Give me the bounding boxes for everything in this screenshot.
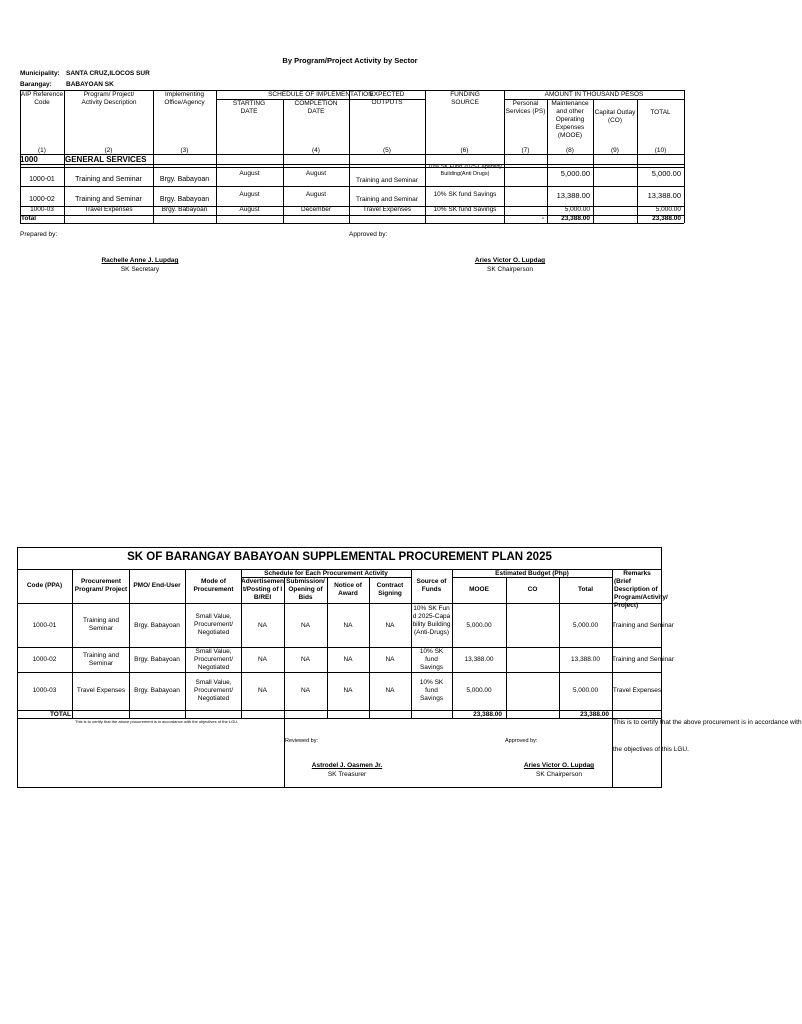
spp-certify-small: This is to certify that the above procurement is in accordance with the objectives of the LGU. xyxy=(75,719,239,724)
preparer-name: Rachelle Anne J. Lupdag xyxy=(101,257,179,264)
header-ps: Personal Services (PS) xyxy=(505,100,546,115)
aip-approved-by-label: Approved by: xyxy=(349,231,388,238)
aip-row-code: 1000-02 xyxy=(29,196,55,203)
spp-row-submission: NA xyxy=(300,622,311,629)
aip-row-total: 5,000.00 xyxy=(655,206,681,213)
aip-row-end: August xyxy=(305,191,327,198)
aip-row-total: 5,000.00 xyxy=(651,169,681,178)
col-number: (2) xyxy=(104,147,113,154)
spp-row-submission: NA xyxy=(300,656,311,663)
spp-row-remarks: Training and Seminar xyxy=(612,656,674,663)
spp-row-mode: Small Value, Procurement/ Negotiated xyxy=(193,679,234,702)
spp-header-mode: Mode of Procurement xyxy=(193,578,234,593)
header-co: Capital Outlay (CO) xyxy=(594,109,636,124)
barangay-label: Barangay: xyxy=(20,81,52,88)
spp-row-mooe: 5,000.00 xyxy=(466,687,492,694)
col-number: (8) xyxy=(566,147,574,154)
aip-approver-name: Aries Victor O. Lupdag xyxy=(474,257,546,264)
aip-row-mooe: 13,388.00 xyxy=(556,191,590,200)
spp-header-total: Total xyxy=(577,586,594,593)
spp-header-code: Code (PPA) xyxy=(26,582,63,589)
aip-total-mooe: 23,388.00 xyxy=(561,215,590,222)
spp-total-mooe: 23,388.00 xyxy=(473,711,502,718)
spp-row-contract: NA xyxy=(385,687,395,694)
spp-reviewed-by-label: Reviewed by: xyxy=(285,738,319,744)
spp-row-advert: NA xyxy=(257,622,268,629)
header-outputs: EXPECTED OUTPUTS xyxy=(369,91,405,106)
section-code: 1000 xyxy=(20,155,38,164)
spp-row-remarks: Travel Expenses xyxy=(612,687,662,694)
aip-row-funding: 10% SK Fund 2025-Capability Building(Anti Drugs) xyxy=(428,164,502,177)
aip-row-code: 1000-03 xyxy=(30,206,54,213)
aip-row-funding: 10% SK fund Savings xyxy=(433,191,497,198)
spp-row-remarks: Training and Seminar xyxy=(612,622,674,629)
col-number: (7) xyxy=(521,147,530,154)
aip-row-mooe: 5,000.00 xyxy=(564,206,590,213)
spp-row-contract: NA xyxy=(385,656,395,663)
spp-total-total: 23,388.00 xyxy=(580,711,609,718)
spp-row-advert: NA xyxy=(257,656,268,663)
spp-approver-title: SK Chairperson xyxy=(536,771,582,778)
header-total: TOTAL xyxy=(650,109,671,116)
spp-header-source: Source of Funds xyxy=(416,578,447,593)
spp-certify-right: This is to certify that the above procurement is in accordance with xyxy=(613,719,802,726)
col-number: (6) xyxy=(460,147,469,154)
spp-row-contract: NA xyxy=(385,622,395,629)
header-amount: AMOUNT IN THOUSAND PESOS xyxy=(544,91,644,98)
spp-certify-right-2: the objectives of this LGU. xyxy=(613,746,689,753)
aip-row-code: 1000-01 xyxy=(29,176,55,183)
aip-row-start: August xyxy=(239,206,260,213)
spp-header-submission: Submission/ Opening of Bids xyxy=(286,578,325,601)
spp-row-mooe: 5,000.00 xyxy=(466,622,492,629)
spp-row-pmo: Brgy. Babayoan xyxy=(134,656,180,663)
spp-header-co: CO xyxy=(527,586,538,593)
header-aip-ref: AIP Reference Code xyxy=(20,91,64,106)
spp-row-program: Travel Expenses xyxy=(76,687,126,694)
spp-row-source: 10% SK fund Savings xyxy=(419,648,444,671)
col-number: (10) xyxy=(654,147,667,154)
aip-row-total: 13,388.00 xyxy=(647,191,681,200)
aip-row-program: Travel Expenses xyxy=(84,206,133,213)
aip-row-office: Brgy. Babayoan xyxy=(159,176,210,183)
header-program: Program/ Project/ Activity Description xyxy=(81,91,137,106)
spp-row-program: Training and Seminar xyxy=(83,652,119,667)
aip-row-funding: 10% SK fund Savings xyxy=(433,206,497,213)
spp-row-mooe: 13,388.00 xyxy=(464,656,494,663)
spp-header-contract: Contract Signing xyxy=(376,582,404,597)
spp-row-code: 1000-02 xyxy=(32,656,57,663)
spp-row-source: 10% SK fund Savings xyxy=(419,679,444,702)
header-completion: COMPLETION DATE xyxy=(294,100,338,115)
aip-row-start: August xyxy=(239,170,260,177)
spp-header-mooe: MOOE xyxy=(469,586,489,593)
spp-row-pmo: Brgy. Babayoan xyxy=(134,687,180,694)
spp-total-label: TOTAL xyxy=(49,711,71,718)
spp-header-budget: Estimated Budget (Php) xyxy=(495,570,569,577)
col-number: (3) xyxy=(180,147,189,154)
aip-row-office: Brgy. Babayoan xyxy=(159,196,210,203)
spp-reviewer-name: Astrodel J. Oasmen Jr. xyxy=(311,762,383,769)
spp-title: SK OF BARANGAY BABAYOAN SUPPLEMENTAL PROCUREMENT PLAN 2025 xyxy=(127,551,552,563)
municipality-label: Municipality: xyxy=(20,70,60,77)
section-name: GENERAL SERVICES xyxy=(65,155,147,164)
spp-row-source: 10% SK Fund 2025-Capability Building(Anti-Drugs) xyxy=(412,605,451,636)
spp-row-advert: NA xyxy=(257,687,268,694)
aip-row-end: August xyxy=(305,170,327,177)
spp-header-program: Procurement Program/ Project xyxy=(74,578,128,593)
aip-row-program: Training and Seminar xyxy=(75,176,142,183)
aip-row-mooe: 5,000.00 xyxy=(560,169,590,178)
aip-row-output: Travel Expenses xyxy=(362,206,412,213)
spp-row-code: 1000-03 xyxy=(32,687,57,694)
aip-row-output: Training and Seminar xyxy=(356,177,418,184)
col-number: (9) xyxy=(611,147,619,154)
aip-total-total: 23,388.00 xyxy=(652,215,681,222)
header-mooe: Maintenance and other Operating Expenses (MOOE) xyxy=(551,100,589,139)
spp-approver-name: Aries Victor O. Lupdag xyxy=(523,762,595,769)
municipality-value: SANTA CRUZ,ILOCOS SUR xyxy=(66,70,150,77)
spp-header-remarks-sub: (Brief Description of Program/Activity/ Project) xyxy=(614,578,668,609)
spp-row-pmo: Brgy. Babayoan xyxy=(134,622,180,629)
spp-row-submission: NA xyxy=(300,687,311,694)
spp-row-notice: NA xyxy=(343,656,353,663)
spp-reviewer-title: SK Treasurer xyxy=(327,771,367,778)
header-schedule: SCHEDULE OF IMPLEMENTATION xyxy=(268,91,373,98)
aip-row-end: December xyxy=(301,206,331,213)
aip-total-label: Total xyxy=(21,215,37,222)
spp-header-notice: Notice of Award xyxy=(334,582,362,597)
spp-approved-by-label: Approved by: xyxy=(505,738,538,744)
spp-row-code: 1000-01 xyxy=(32,622,57,629)
spp-row-mode: Small Value, Procurement/ Negotiated xyxy=(193,613,234,636)
aip-row-start: August xyxy=(239,191,260,198)
aip-total-ps: - xyxy=(541,215,544,222)
header-funding: FUNDING SOURCE xyxy=(450,91,480,106)
preparer-title: SK Secretary xyxy=(120,266,160,273)
spp-header-schedule: Schedule for Each Procurement Activity xyxy=(264,570,388,577)
aip-row-program: Training and Seminar xyxy=(75,196,142,203)
spp-header-remarks: Remarks xyxy=(623,570,651,577)
barangay-value: BABAYOAN SK xyxy=(66,81,114,88)
aip-row-output: Training and Seminar xyxy=(356,196,418,203)
header-office: Implementing Office/Agency xyxy=(164,91,205,106)
spp-row-total: 13,388.00 xyxy=(571,656,600,663)
spp-row-total: 5,000.00 xyxy=(572,687,599,694)
spp-header-pmo: PMO/ End-User xyxy=(133,582,181,589)
spp-header-advert: Advertisement/Posting of IB/REI xyxy=(241,578,284,601)
spp-row-total: 5,000.00 xyxy=(572,622,599,629)
col-number: (4) xyxy=(312,147,320,154)
header-starting: STARTING DATE xyxy=(232,100,266,115)
spp-row-program: Training and Seminar xyxy=(83,617,119,632)
prepared-by-label: Prepared by: xyxy=(20,231,58,238)
aip-row-office: Brgy. Babayoan xyxy=(161,206,208,213)
aip-approver-title: SK Chairperson xyxy=(487,266,533,273)
spp-row-notice: NA xyxy=(343,622,353,629)
col-number: (1) xyxy=(38,147,46,154)
spp-row-mode: Small Value, Procurement/ Negotiated xyxy=(193,648,234,671)
col-number: (5) xyxy=(383,147,391,154)
aip-subtitle: By Program/Project Activity by Sector xyxy=(282,56,418,65)
spp-row-notice: NA xyxy=(343,687,353,694)
